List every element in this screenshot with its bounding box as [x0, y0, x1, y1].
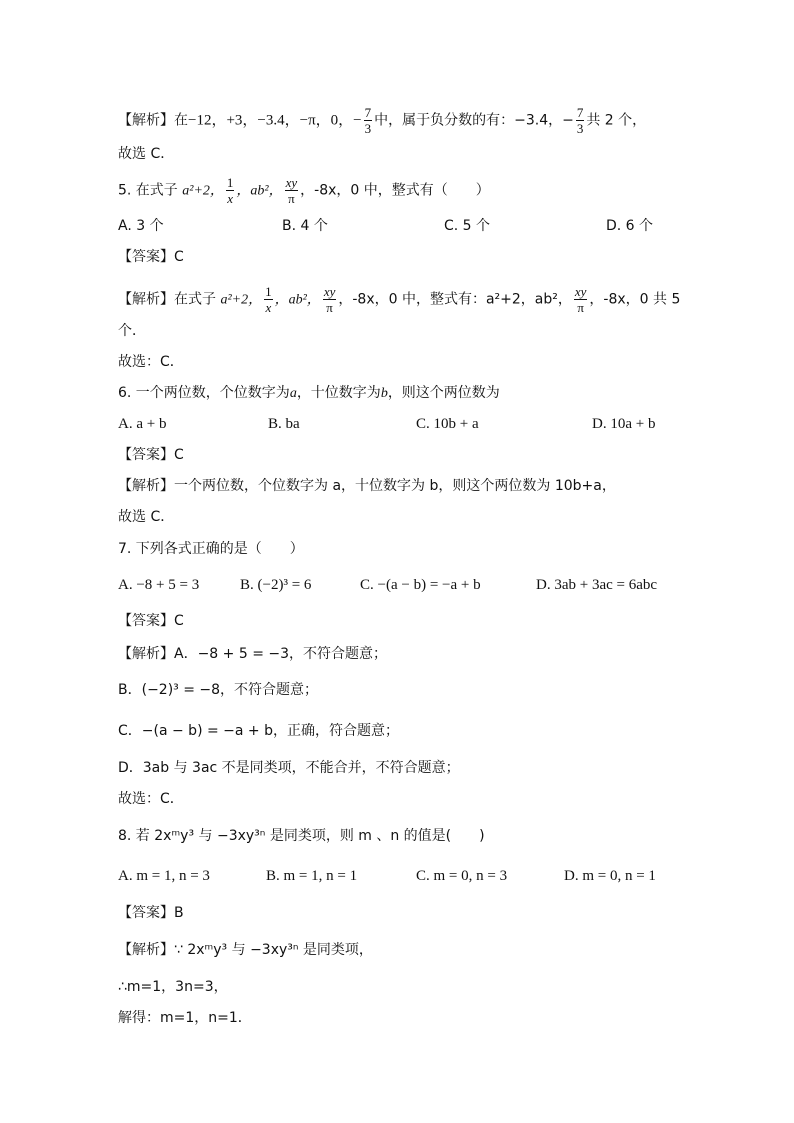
frac-denominator: 3 [576, 121, 584, 136]
frac-denominator: π [326, 300, 333, 315]
q5-analysis-suffix: ，-8x，0 共 5 [589, 291, 681, 308]
q8-answer: 【答案】B [118, 905, 184, 921]
q7-analysis-a: 【解析】A．−8 + 5 = −3，不符合题意； [118, 646, 388, 662]
q8-option-b: B. m = 1, n = 1 [266, 868, 358, 884]
q6-analysis: 【解析】一个两位数，个位数字为 a，十位数字为 b，则这个两位数为 10b+a， [118, 478, 616, 494]
q6-answer: 【答案】C [118, 447, 184, 463]
frac-numerator: xy [574, 284, 587, 299]
frac-numerator: 1 [226, 175, 234, 190]
q5-stem-suffix: ，-8x，0 中，整式有（ ） [300, 182, 490, 199]
q5-expr1: a²+2， [182, 183, 224, 199]
q4-fraction-1 [364, 106, 373, 135]
q5-analysis-line2: 个． [118, 323, 146, 339]
q7-option-c: C. −(a − b) = −a + b [360, 577, 481, 593]
q5-analysis-frac-1 [264, 285, 273, 314]
q8-step2: 解得：m=1，n=1． [118, 1010, 252, 1026]
q5-frac-xy-over-pi [285, 176, 299, 205]
frac-denominator: π [577, 300, 584, 315]
q4-analysis-nums: −12，+3，−3.4，−π，0，− [188, 112, 362, 129]
q5-option-a: A. 3 个 [118, 218, 164, 234]
q7-option-d: D. 3ab + 3ac = 6abc [536, 577, 658, 593]
q5-expr2: ，ab²， [236, 183, 283, 199]
q7-analysis-c: C．−(a − b) = −a + b，正确，符合题意； [118, 723, 399, 739]
q4-analysis-middle: 中，属于负分数的有：−3.4，− [374, 112, 574, 129]
frac-denominator: 3 [364, 121, 372, 136]
q4-analysis-suffix: 共 2 个， [586, 112, 647, 129]
q8-stem: 8. 若 2xᵐy³ 与 −3xy³ⁿ 是同类项，则 m 、n 的值是( ) [118, 828, 485, 844]
q6-stem [118, 384, 500, 403]
q7-answer: 【答案】C [118, 613, 184, 629]
q4-analysis-prefix: 【解析】在 [118, 112, 188, 129]
q5-conclusion: 故选：C． [118, 354, 184, 370]
q8-option-c: C. m = 0, n = 3 [416, 868, 508, 884]
frac-denominator: x [227, 191, 234, 206]
q6-option-d: D. 10a + b [592, 416, 656, 432]
q5-analysis-expr2: ，ab²， [274, 292, 321, 308]
q6-option-b: B. ba [268, 416, 300, 432]
q7-option-a: A. −8 + 5 = 3 [118, 577, 200, 593]
q6-var-a: a [289, 386, 297, 401]
q6-option-a: A. a + b [118, 416, 167, 432]
q5-analysis-frac-2 [323, 285, 337, 314]
q6-option-c: C. 10b + a [416, 416, 479, 432]
q6-conclusion: 故选 C． [118, 509, 175, 525]
q5-analysis-mid: ，-8x，0 中，整式有：a²+2，ab²， [338, 291, 572, 308]
frac-numerator: 7 [364, 105, 372, 120]
q5-analysis-prefix: 【解析】在式子 [118, 291, 216, 308]
q7-option-b: B. (−2)³ = 6 [240, 577, 312, 593]
q5-stem-prefix: 5. 在式子 [118, 182, 178, 199]
q5-option-c: C. 5 个 [444, 218, 491, 234]
q4-analysis-line [118, 106, 646, 135]
q6-stem-start: 6. 一个两位数，个位数字为 [118, 385, 290, 401]
q6-stem-end: ，则这个两位数为 [387, 385, 500, 401]
q4-fraction-2 [576, 106, 585, 135]
q7-analysis-d: D．3ab 与 3ac 不是同类项，不能合并，不符合题意； [118, 760, 460, 776]
q5-analysis-expr1: a²+2， [220, 292, 263, 308]
frac-numerator: 1 [265, 284, 272, 299]
q5-frac-1-over-x [226, 176, 235, 205]
q7-stem: 7. 下列各式正确的是（ ） [118, 541, 304, 557]
q4-conclusion: 故选 C． [118, 146, 175, 162]
q6-var-b: b [380, 386, 388, 401]
q5-answer: 【答案】C [118, 249, 184, 265]
frac-numerator: 7 [576, 105, 584, 120]
frac-denominator: π [288, 191, 295, 206]
q7-analysis-b: B．(−2)³ = −8，不符合题意； [118, 682, 319, 698]
q8-step1: ∴m=1，3n=3， [118, 979, 228, 995]
frac-denominator: x [265, 300, 272, 315]
q5-option-b: B. 4 个 [282, 218, 328, 234]
frac-numerator: xy [285, 175, 298, 190]
q8-analysis: 【解析】∵ 2xᵐy³ 与 −3xy³ⁿ 是同类项， [118, 942, 373, 958]
q8-option-a: A. m = 1, n = 3 [118, 868, 210, 884]
q5-stem [118, 176, 490, 205]
q5-analysis [118, 285, 680, 314]
frac-numerator: xy [323, 284, 336, 299]
q6-stem-mid: ，十位数字为 [296, 385, 381, 401]
q5-option-d: D. 6 个 [606, 218, 654, 234]
q7-conclusion: 故选：C． [118, 791, 184, 807]
q8-option-d: D. m = 0, n = 1 [564, 868, 656, 884]
q5-analysis-frac-3 [574, 285, 588, 314]
